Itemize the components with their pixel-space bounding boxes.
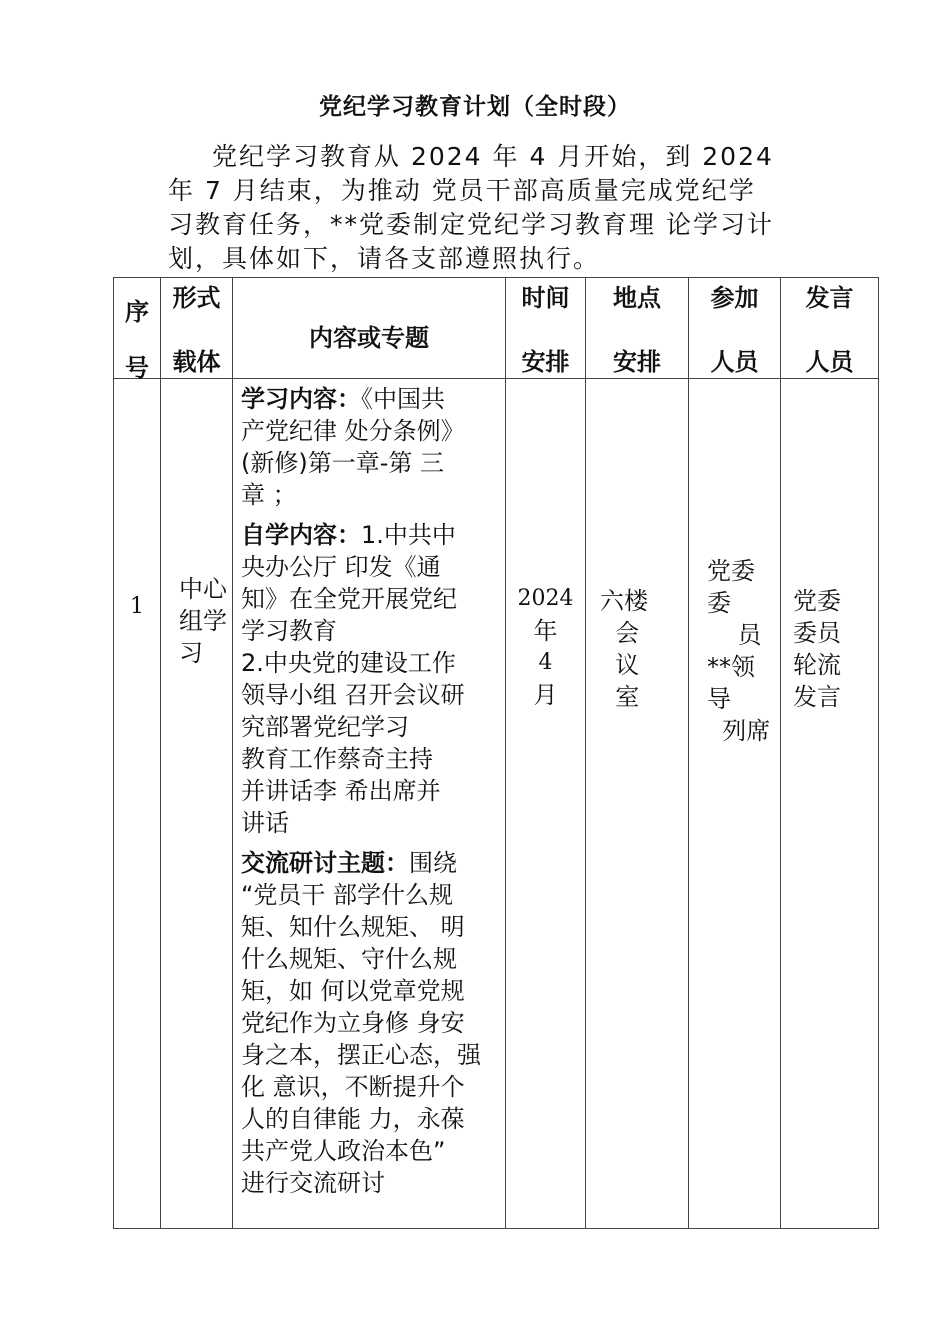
cell-time: 2024 年 4 月 bbox=[506, 379, 586, 1229]
study-label: 学习内容： bbox=[241, 385, 361, 413]
self-study-block: 自学内容：1.中共中 央办公厅 印发《通 知》在全党开展党纪 学习教育 2.中央党的建设工作 领导小组 召开会议研 究部署党纪学习 教育工作蔡奇主持 并讲话李 希出席并 讲话 bbox=[241, 521, 465, 837]
cell-content bbox=[233, 379, 506, 1229]
header-form: 形式 载体 bbox=[161, 278, 233, 379]
header-content: 内容或专题 bbox=[233, 278, 506, 379]
intro-paragraph bbox=[168, 140, 788, 276]
cell-form: 中心 组学 习 bbox=[161, 379, 233, 1229]
plan-table bbox=[113, 277, 879, 1229]
discussion-label: 交流研讨主题： bbox=[241, 849, 409, 877]
intro-line: 党纪学习教育从 2024 年 4 月开始，到 2024 bbox=[212, 142, 774, 171]
header-place: 地点 安排 bbox=[586, 278, 689, 379]
discussion-block: 交流研讨主题：围绕 “党员干 部学什么规 矩、知什么规矩、 明 什么规矩、守什么规 矩，如 何以党章党规 党纪作为立身修 身安 身之本，摆正心态，强 化 意识，不断提升个 人的自律能 力，永葆 共产党人政治本色” 进行交流研讨 bbox=[241, 849, 481, 1197]
cell-seq: 1 bbox=[114, 379, 161, 1229]
intro-line: 划，具体如下，请各支部遵照执行。 bbox=[168, 244, 601, 273]
header-attendees: 参加 人员 bbox=[689, 278, 781, 379]
study-content-block: 学习内容：《中国共 产党纪律 处分条例》 (新修)第一章-第 三 章 ； bbox=[241, 385, 465, 509]
intro-line: 年 7 月结束，为推动 党员干部高质量完成党纪学 bbox=[168, 176, 756, 205]
cell-speakers: 党委 委员 轮流 发言 bbox=[781, 379, 879, 1229]
cell-attendees: 党委 委 员 **领 导 列席 bbox=[689, 379, 781, 1229]
header-seq: 序 号 bbox=[114, 278, 161, 379]
document-title: 党纪学习教育计划（全时段） bbox=[319, 94, 631, 120]
table-header-row bbox=[114, 278, 879, 379]
self-study-label: 自学内容： bbox=[241, 521, 361, 549]
header-speakers: 发言 人员 bbox=[781, 278, 879, 379]
table-row bbox=[114, 379, 879, 1229]
cell-place: 六楼 会 议 室 bbox=[586, 379, 689, 1229]
header-time: 时间 安排 bbox=[506, 278, 586, 379]
intro-line: 习教育任务，**党委制定党纪学习教育理 论学习计 bbox=[168, 210, 774, 239]
